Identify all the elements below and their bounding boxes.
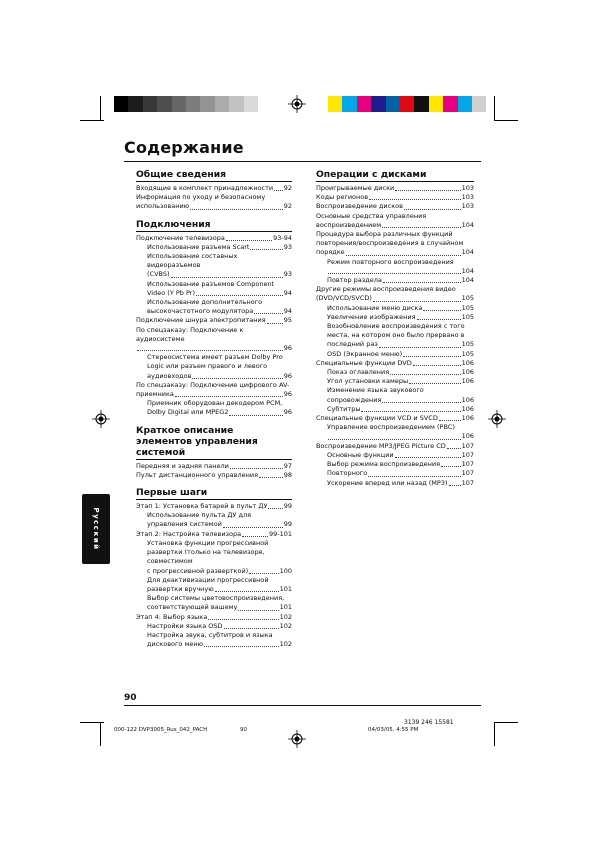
toc-leader xyxy=(224,628,279,629)
registration-mark-icon xyxy=(92,410,110,428)
registration-mark-icon xyxy=(288,95,306,113)
toc-leader xyxy=(208,619,278,620)
toc-entry-page: 103 xyxy=(461,184,474,192)
toc-leader xyxy=(383,282,461,283)
toc-entry-text: Использование меню диска xyxy=(327,303,423,312)
toc-entry-page: 92 xyxy=(283,184,292,192)
toc-leader xyxy=(274,190,283,191)
toc-entry-text: воспроизведением xyxy=(316,220,382,229)
color-swatch xyxy=(371,96,385,112)
toc-entry xyxy=(136,270,292,279)
toc-entry-text: (DVD/VCD/SVCD) xyxy=(316,294,372,303)
toc-entry-text: Настройки языка OSD xyxy=(147,621,223,630)
toc-entry xyxy=(136,184,292,193)
toc-entry xyxy=(136,567,292,576)
toc-entry xyxy=(136,316,292,325)
toc-leader xyxy=(413,365,461,366)
toc-entry-text: Воспроизведение MP3/JPEG Picture CD xyxy=(316,441,446,450)
toc-leader xyxy=(259,477,283,478)
toc-entry-text: соответствующей вашему xyxy=(147,603,238,612)
toc-entry xyxy=(316,469,474,478)
toc-entry xyxy=(136,511,292,520)
toc-leader xyxy=(361,411,460,412)
toc-entry-text: Приемник оборудован декодером PCM, xyxy=(147,399,283,408)
toc-entry-page: 106 xyxy=(461,358,474,367)
color-swatch xyxy=(143,96,157,112)
toc-entry xyxy=(136,548,292,566)
toc-entry-text: Увеличение изображения xyxy=(327,312,416,321)
toc-entry-text: Другие режимы воспроизведения видео xyxy=(316,285,456,294)
toc-entry-text: Ускорение вперед или назад (MP3) xyxy=(327,478,448,487)
section-heading: Краткое описание элементов управления системой xyxy=(136,425,292,460)
color-swatch xyxy=(328,96,342,112)
toc-entry-text: Управление воспроизведением (PBC) xyxy=(327,423,455,432)
toc-entry xyxy=(136,594,292,603)
toc-entry-text: повторения/воспроизведения в случайном xyxy=(316,239,464,248)
toc-entry-text: Показ оглавления xyxy=(327,368,390,377)
color-swatch xyxy=(215,96,229,112)
toc-entry-page: 104 xyxy=(461,276,474,285)
toc-entry-page: 95 xyxy=(283,316,292,325)
toc-leader xyxy=(250,249,282,250)
toc-leader xyxy=(382,402,460,403)
toc-entry-text: сопровождения xyxy=(327,395,382,404)
toc-entry xyxy=(136,353,292,362)
toc-leader xyxy=(404,209,461,210)
toc-entry xyxy=(136,344,292,353)
toc-entry xyxy=(316,350,474,359)
toc-entry-text: Выбор режима воспроизведения xyxy=(327,460,441,469)
toc-entry-text: Для деактивизации прогрессивной xyxy=(147,575,269,584)
toc-entry-text: Специальные функции DVD xyxy=(316,358,412,367)
registration-mark-icon xyxy=(288,730,306,748)
toc-entry-text: высокочастотного модулятора xyxy=(147,307,254,316)
toc-leader xyxy=(196,295,283,296)
toc-entry-text: Входящие в комплект принадлежности xyxy=(136,184,274,192)
toc-entry xyxy=(316,414,474,423)
toc-entry xyxy=(136,298,292,307)
toc-leader xyxy=(254,313,283,314)
toc-entry xyxy=(316,285,474,294)
toc-entry xyxy=(136,576,292,585)
toc-entry xyxy=(316,276,474,285)
process-color-bar xyxy=(328,96,486,112)
color-swatch xyxy=(342,96,356,112)
toc-entry-page: 96 xyxy=(283,344,292,353)
toc-entry-text: порядке xyxy=(316,248,345,257)
toc-entry-page: 107 xyxy=(461,441,474,450)
toc-entry xyxy=(316,313,474,322)
toc-leader xyxy=(229,415,282,416)
toc-entry-text: приемника xyxy=(136,390,174,399)
toc-entry-page: 94 xyxy=(283,288,292,297)
toc-entry xyxy=(316,451,474,460)
toc-entry-text: По спецзаказу: Подключение цифрового AV- xyxy=(136,380,290,389)
toc-entry xyxy=(316,377,474,386)
toc-entry xyxy=(136,193,292,202)
toc-entry xyxy=(316,258,474,267)
toc-leader xyxy=(368,476,460,477)
toc-entry-page: 105 xyxy=(461,312,474,321)
crop-mark xyxy=(100,722,101,746)
toc-entry-page: 106 xyxy=(461,368,474,377)
toc-entry-text: Субтитры xyxy=(327,404,361,413)
toc-entry-page: 93 xyxy=(283,270,292,279)
page-title: Содержание xyxy=(124,138,244,157)
gray-color-bar xyxy=(114,96,258,112)
toc-entry-page: 104 xyxy=(461,266,474,275)
toc-entry-text: Настройка звука, субтитров и языка xyxy=(147,630,273,639)
toc-leader xyxy=(268,508,282,509)
toc-entry xyxy=(136,530,292,539)
toc-entry-text: развертки (только на телевизоре, совместимом xyxy=(147,548,265,566)
toc-entry-text: Выбор системы цветовоспроизведения, xyxy=(147,594,285,603)
toc-leader xyxy=(395,457,461,458)
color-swatch xyxy=(157,96,171,112)
toc-leader xyxy=(226,240,272,241)
color-swatch xyxy=(386,96,400,112)
toc-entry xyxy=(136,613,292,622)
toc-leader xyxy=(382,227,460,228)
toc-entry-text: Logic или разъем правого и левого xyxy=(147,362,268,371)
color-swatch xyxy=(458,96,472,112)
toc-entry-page: 96 xyxy=(283,390,292,399)
toc-entry-text: Dolby Digital или MPEG2 xyxy=(147,408,229,417)
crop-mark xyxy=(80,120,104,121)
toc-entry xyxy=(316,423,474,432)
crop-mark xyxy=(494,722,495,746)
toc-entry-page: 103 xyxy=(461,193,474,202)
toc-leader xyxy=(192,378,282,379)
toc-entry xyxy=(316,396,474,405)
toc-entry xyxy=(316,405,474,414)
toc-entry-page: 107 xyxy=(461,460,474,469)
crop-mark xyxy=(494,722,518,723)
toc-entry-page: 97 xyxy=(283,461,292,470)
toc-leader xyxy=(230,468,283,469)
toc-entry xyxy=(316,221,474,230)
toc-entry-text: Возобновление воспроизведения с того xyxy=(327,322,465,331)
toc-leader xyxy=(403,356,460,357)
toc-entry-text: Проигрываемые диски xyxy=(316,184,395,192)
toc-entry-text: Подключение шнура электропитания xyxy=(136,316,266,325)
toc-entry-page: 107 xyxy=(461,469,474,478)
toc-entry-text: Стереосистема имеет разъем Dolby Pro xyxy=(147,353,283,362)
toc-entry-text: Изменение языка звукового xyxy=(327,386,424,395)
footer-sheet-page: 90 xyxy=(240,727,247,733)
toc-entry-text: дискового меню xyxy=(147,640,204,649)
toc-leader xyxy=(346,255,461,256)
crop-mark xyxy=(494,96,495,120)
color-swatch xyxy=(443,96,457,112)
toc-leader xyxy=(267,323,283,324)
toc-entry-page: 102 xyxy=(279,621,292,630)
toc-entry-text: Пульт дистанционного управления xyxy=(136,470,259,479)
page-number: 90 xyxy=(124,693,137,703)
toc-entry xyxy=(316,460,474,469)
toc-leader xyxy=(423,310,460,311)
toc-entry-text: Использование составных видеоразъемов xyxy=(147,252,238,270)
toc-entry xyxy=(136,462,292,471)
toc-entry-text: Этап 2: Настройка телевизора xyxy=(136,529,242,538)
toc-entry-text: Использование дополнительного xyxy=(147,298,263,307)
toc-entry xyxy=(136,243,292,252)
toc-entry-text: Повторного xyxy=(327,469,368,478)
color-swatch xyxy=(200,96,214,112)
toc-entry-page: 94 xyxy=(283,307,292,316)
color-swatch xyxy=(186,96,200,112)
toc-entry xyxy=(136,362,292,371)
section-heading: Общие сведения xyxy=(136,169,292,182)
toc-entry xyxy=(316,432,474,441)
toc-entry-page: 101 xyxy=(279,584,292,593)
toc-entry-page: 106 xyxy=(461,414,474,423)
toc-entry-text: с прогрессивной разверткой) xyxy=(147,566,249,575)
toc-entry xyxy=(316,386,474,395)
toc-entry xyxy=(136,539,292,548)
section-heading: Операции с дисками xyxy=(316,169,474,182)
toc-leader xyxy=(190,209,283,210)
toc-leader xyxy=(390,374,460,375)
toc-entry-page: 99-101 xyxy=(268,529,292,538)
toc-entry xyxy=(136,408,292,417)
footer-date: 04/03/05, 4:55 PM xyxy=(368,727,419,733)
toc-entry-text: развертки вручную xyxy=(147,584,214,593)
toc-entry xyxy=(316,331,474,340)
toc-entry-text: аудиовходов xyxy=(147,371,192,380)
toc-entry xyxy=(316,368,474,377)
toc-entry-page: 103 xyxy=(461,202,474,211)
toc-entry-page: 105 xyxy=(461,349,474,358)
toc-entry-page: 104 xyxy=(461,248,474,257)
color-swatch xyxy=(400,96,414,112)
toc-entry-page: 92 xyxy=(283,202,292,211)
toc-entry-page: 105 xyxy=(461,340,474,349)
toc-entry xyxy=(136,399,292,408)
toc-entry-text: OSD (Экранное меню) xyxy=(327,349,403,358)
toc-entry-text: последний раз xyxy=(327,340,378,349)
toc-entry-page: 105 xyxy=(461,294,474,303)
color-swatch xyxy=(229,96,243,112)
toc-entry-text: Использование пульта ДУ для xyxy=(147,511,252,520)
footer-file-name: 000-122 DVP3005_Rus_042_PACH xyxy=(114,727,208,733)
toc-entry xyxy=(136,326,292,344)
toc-entry-text: Использование разъема Scart xyxy=(147,242,250,251)
toc-entry xyxy=(136,202,292,211)
toc-entry xyxy=(136,585,292,594)
toc-entry-page: 104 xyxy=(461,220,474,229)
toc-entry xyxy=(316,267,474,276)
toc-entry-page: 96 xyxy=(283,408,292,417)
toc-leader xyxy=(171,277,283,278)
toc-entry-text: Основные средства управления xyxy=(316,211,427,220)
toc-entry-text: управления системой xyxy=(147,520,222,529)
toc-entry-page: 102 xyxy=(279,612,292,621)
toc-entry xyxy=(316,202,474,211)
toc-entry-page: 107 xyxy=(461,450,474,459)
toc-entry xyxy=(316,184,474,193)
toc-leader xyxy=(439,420,461,421)
toc-entry xyxy=(316,212,474,221)
toc-leader xyxy=(379,347,461,348)
toc-entry xyxy=(316,479,474,488)
toc-entry-page: 99 xyxy=(283,520,292,529)
color-swatch xyxy=(172,96,186,112)
crop-mark xyxy=(100,96,101,120)
toc-entry-page: 106 xyxy=(461,432,474,441)
toc-leader xyxy=(373,301,461,302)
toc-entry-text: Этап 4: Выбор языка xyxy=(136,612,208,621)
toc-entry-text: Режим повторного воспроизведения xyxy=(327,257,454,266)
toc-entry-text: Установка функции прогрессивной xyxy=(147,538,269,547)
toc-entry xyxy=(136,372,292,381)
toc-entry xyxy=(136,631,292,640)
language-tab-label: Русский xyxy=(92,507,100,551)
toc-entry xyxy=(136,280,292,289)
toc-entry xyxy=(316,340,474,349)
toc-entry-page: 96 xyxy=(283,371,292,380)
toc-entry-text: Основные функции xyxy=(327,450,394,459)
toc-leader xyxy=(328,273,461,274)
toc-leader xyxy=(449,485,461,486)
toc-entry-text: места, на котором оно было прервано в xyxy=(327,331,465,340)
footer-rule xyxy=(124,705,481,706)
toc-entry xyxy=(136,390,292,399)
toc-entry-page: 93 xyxy=(283,242,292,251)
toc-leader xyxy=(369,199,460,200)
title-rule xyxy=(124,161,481,162)
toc-leader xyxy=(417,319,461,320)
toc-entry-text: Подключение телевизора xyxy=(136,233,225,242)
toc-leader xyxy=(204,646,278,647)
toc-entry-page: 106 xyxy=(461,395,474,404)
toc-entry-text: использованию xyxy=(136,202,190,211)
toc-entry xyxy=(136,622,292,631)
crop-mark xyxy=(494,120,518,121)
toc-leader xyxy=(409,383,460,384)
toc-entry-text: По спецзаказу: Подключение к аудиосистеме xyxy=(136,325,244,343)
toc-entry-text: Воспроизведение дисков xyxy=(316,202,403,211)
footer-product-code: 3139 246 15581 xyxy=(404,719,454,726)
toc-entry xyxy=(136,603,292,612)
toc-leader xyxy=(249,573,278,574)
toc-entry xyxy=(316,359,474,368)
toc-entry xyxy=(136,520,292,529)
toc-entry-text: Специальные функции VCD и SVCD xyxy=(316,414,438,423)
color-swatch xyxy=(429,96,443,112)
toc-leader xyxy=(215,591,279,592)
color-swatch xyxy=(114,96,128,112)
toc-entry-page: 98 xyxy=(283,470,292,479)
color-swatch xyxy=(472,96,486,112)
crop-mark xyxy=(80,722,104,723)
color-swatch xyxy=(357,96,371,112)
color-swatch xyxy=(128,96,142,112)
toc-entry-page: 107 xyxy=(461,478,474,487)
toc-right-column xyxy=(316,169,474,488)
toc-entry-text: Информация по уходу и безопасному xyxy=(136,193,266,202)
toc-entry-text: Video (Y Pb Pr) xyxy=(147,288,195,297)
toc-entry-page: 105 xyxy=(461,303,474,312)
toc-leader xyxy=(175,396,283,397)
toc-leader xyxy=(137,350,283,351)
toc-entry-text: Процедура выбора различных функций xyxy=(316,230,453,239)
toc-entry xyxy=(316,322,474,331)
toc-entry xyxy=(316,248,474,257)
toc-entry-page: 93-94 xyxy=(273,233,292,242)
toc-entry xyxy=(316,239,474,248)
toc-entry xyxy=(136,289,292,298)
registration-mark-icon xyxy=(488,410,506,428)
section-heading: Подключения xyxy=(136,219,292,232)
toc-entry xyxy=(136,502,292,511)
toc-entry xyxy=(136,471,292,480)
toc-leader xyxy=(328,439,461,440)
toc-entry xyxy=(136,252,292,270)
toc-entry-page: 101 xyxy=(279,603,292,612)
section-heading: Первые шаги xyxy=(136,487,292,500)
toc-leader xyxy=(242,536,268,537)
toc-entry xyxy=(316,193,474,202)
toc-leader xyxy=(447,448,461,449)
toc-entry-page: 106 xyxy=(461,377,474,386)
toc-entry xyxy=(316,230,474,239)
toc-entry xyxy=(136,381,292,390)
toc-entry-page: 102 xyxy=(279,640,292,649)
color-swatch xyxy=(244,96,258,112)
toc-entry-text: Этап 1: Установка батарей в пульт ДУ xyxy=(136,502,268,511)
toc-entry-page: 100 xyxy=(279,566,292,575)
toc-entry xyxy=(316,294,474,303)
toc-entry-text: Передняя и задняя панели xyxy=(136,461,229,470)
toc-entry xyxy=(316,304,474,313)
toc-leader xyxy=(395,190,460,191)
toc-entry xyxy=(316,442,474,451)
toc-leader xyxy=(238,610,278,611)
toc-entry-text: Коды регионов xyxy=(316,193,369,202)
toc-left-column xyxy=(136,169,292,649)
toc-entry xyxy=(136,234,292,243)
toc-leader xyxy=(223,527,283,528)
toc-entry-page: 106 xyxy=(461,404,474,413)
toc-leader xyxy=(441,466,461,467)
toc-entry-page: 99 xyxy=(283,502,292,511)
toc-entry-text: Повтор раздела xyxy=(327,276,382,285)
toc-entry xyxy=(136,307,292,316)
toc-entry-text: (CVBS) xyxy=(147,270,170,279)
toc-entry xyxy=(136,640,292,649)
toc-entry-text: Использование разъемов Component xyxy=(147,279,275,288)
toc-entry-text: Угол установки камеры xyxy=(327,377,409,386)
language-tab xyxy=(82,494,110,564)
color-swatch xyxy=(414,96,428,112)
